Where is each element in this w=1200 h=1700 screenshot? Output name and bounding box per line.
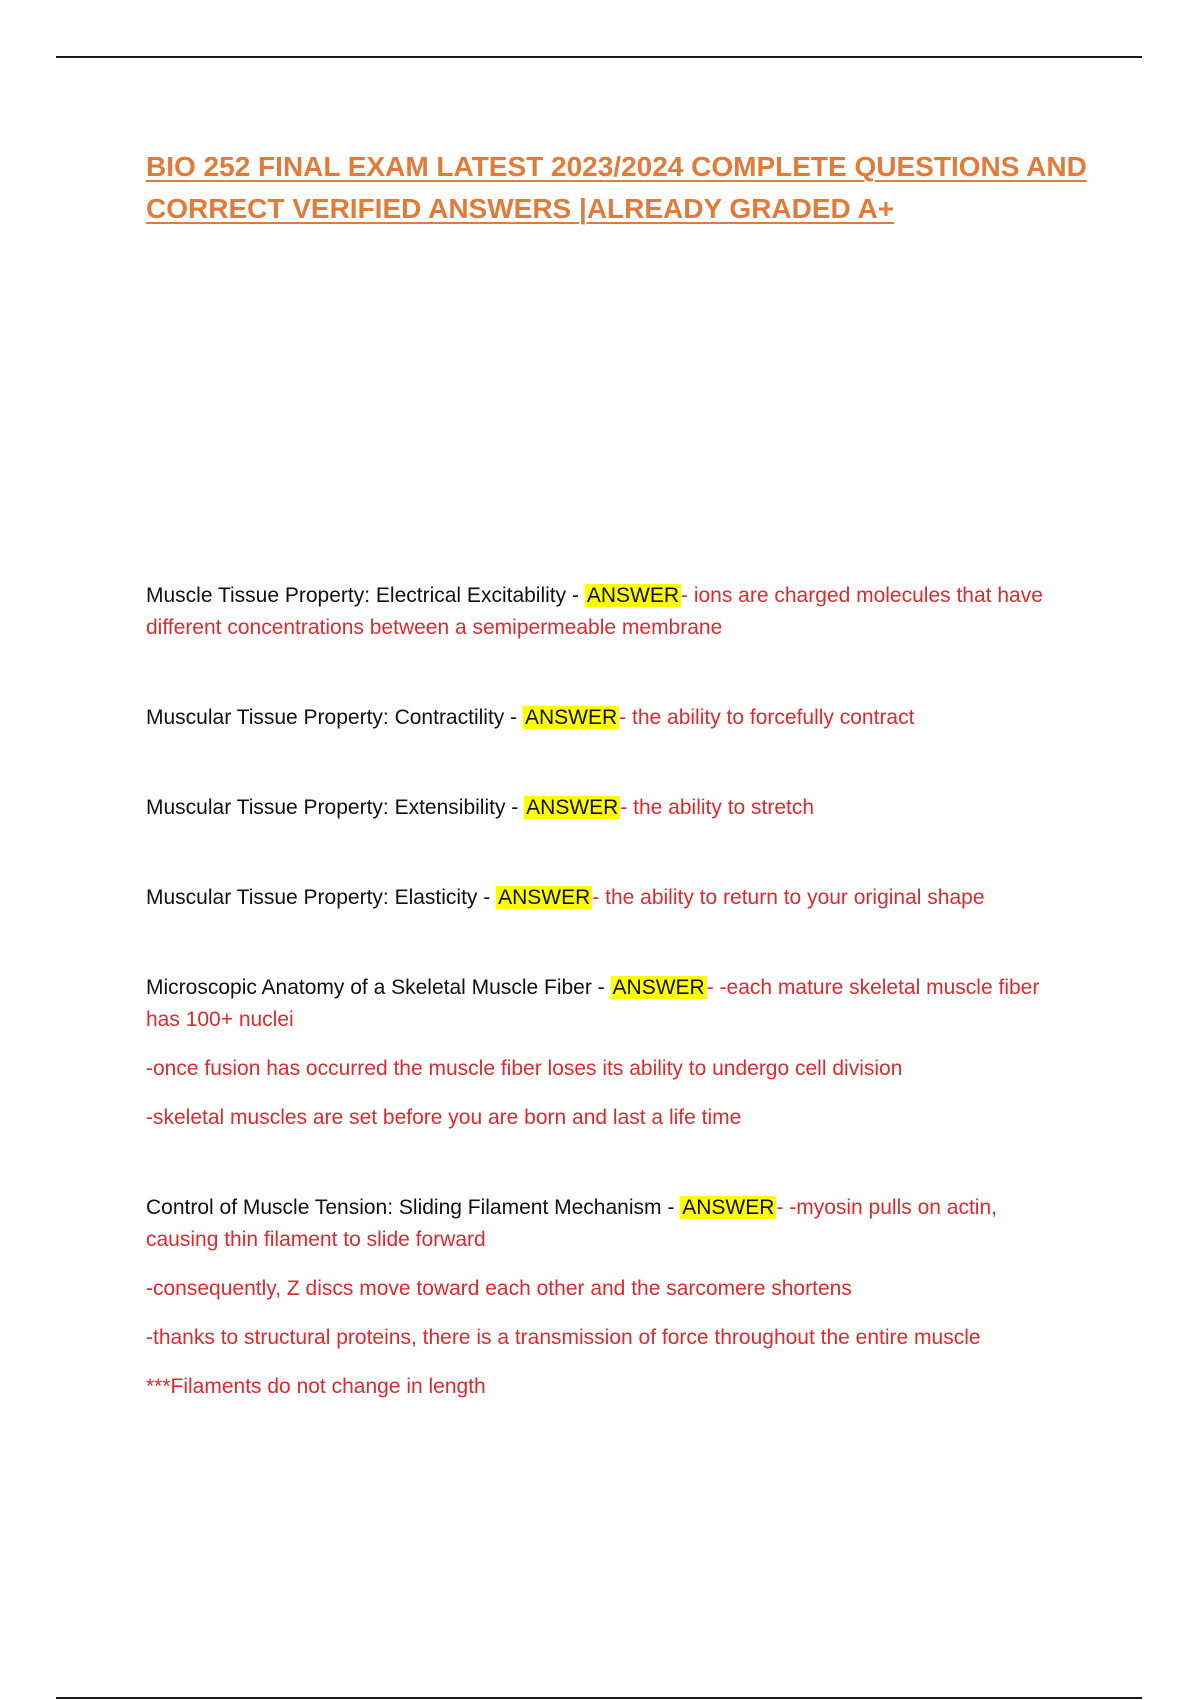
answer-tag: ANSWER xyxy=(524,706,618,729)
qa-separator: - xyxy=(505,796,525,819)
qa-item-skeletal-muscle-fiber xyxy=(146,972,1086,1134)
qa-answer: - -myosin pulls on actin, xyxy=(776,1196,997,1219)
qa-item-electrical-excitability xyxy=(146,580,1086,644)
qa-answer-continued: causing thin filament to slide forward xyxy=(146,1228,486,1251)
qa-answer-extra: ***Filaments do not change in length xyxy=(146,1375,486,1398)
qa-separator: - xyxy=(477,886,497,909)
qa-term: Control of Muscle Tension: Sliding Filament Mechanism xyxy=(146,1196,662,1219)
qa-answer-extra: -once fusion has occurred the muscle fiber loses its ability to undergo cell division xyxy=(146,1057,903,1080)
qa-answer-extra: -thanks to structural proteins, there is a transmission of force throughout the entire muscle xyxy=(146,1326,981,1349)
qa-answer-continued: different concentrations between a semipermeable membrane xyxy=(146,616,723,639)
qa-answer: - the ability to forcefully contract xyxy=(619,706,915,729)
qa-item-sliding-filament xyxy=(146,1192,1086,1403)
qa-answer: - the ability to stretch xyxy=(620,796,815,819)
qa-term: Muscular Tissue Property: Extensibility xyxy=(146,796,506,819)
qa-line xyxy=(146,702,1086,734)
qa-line xyxy=(146,580,1086,612)
qa-answer-extra: -skeletal muscles are set before you are born and last a life time xyxy=(146,1106,742,1129)
qa-separator: - xyxy=(591,976,611,999)
qa-item-contractility xyxy=(146,702,1086,734)
qa-list xyxy=(146,580,1086,1403)
qa-line xyxy=(146,1192,1086,1224)
title-line-2: CORRECT VERIFIED ANSWERS |ALREADY GRADED A+ xyxy=(146,193,895,224)
answer-tag: ANSWER xyxy=(526,796,619,819)
qa-line xyxy=(146,972,1086,1004)
qa-term: Muscular Tissue Property: Elasticity xyxy=(146,886,478,909)
qa-item-extensibility xyxy=(146,792,1086,824)
document-title xyxy=(146,146,1086,230)
qa-separator: - xyxy=(661,1196,681,1219)
qa-separator: - xyxy=(566,584,585,607)
qa-item-elasticity xyxy=(146,882,1086,914)
answer-tag: ANSWER xyxy=(682,1196,775,1219)
header-rule xyxy=(56,56,1142,58)
qa-answer-continued: has 100+ nuclei xyxy=(146,1008,294,1031)
qa-term: Muscle Tissue Property: Electrical Excitability xyxy=(146,584,567,607)
answer-tag: ANSWER xyxy=(586,584,679,607)
qa-term: Muscular Tissue Property: Contractility xyxy=(146,706,505,729)
qa-answer: - the ability to return to your original shape xyxy=(592,886,985,909)
title-line-1: BIO 252 FINAL EXAM LATEST 2023/2024 COMPLETE QUESTIONS AND xyxy=(146,151,1087,182)
qa-line xyxy=(146,882,1086,914)
qa-separator: - xyxy=(504,706,523,729)
answer-tag: ANSWER xyxy=(498,886,591,909)
qa-term: Microscopic Anatomy of a Skeletal Muscle Fiber xyxy=(146,976,592,999)
qa-answer-extra: -consequently, Z discs move toward each other and the sarcomere shortens xyxy=(146,1277,852,1300)
footer-rule xyxy=(56,1697,1142,1699)
qa-answer: - ions are charged molecules that have xyxy=(681,584,1043,607)
qa-answer: - -each mature skeletal muscle fiber xyxy=(706,976,1040,999)
qa-line xyxy=(146,792,1086,824)
answer-tag: ANSWER xyxy=(612,976,705,999)
